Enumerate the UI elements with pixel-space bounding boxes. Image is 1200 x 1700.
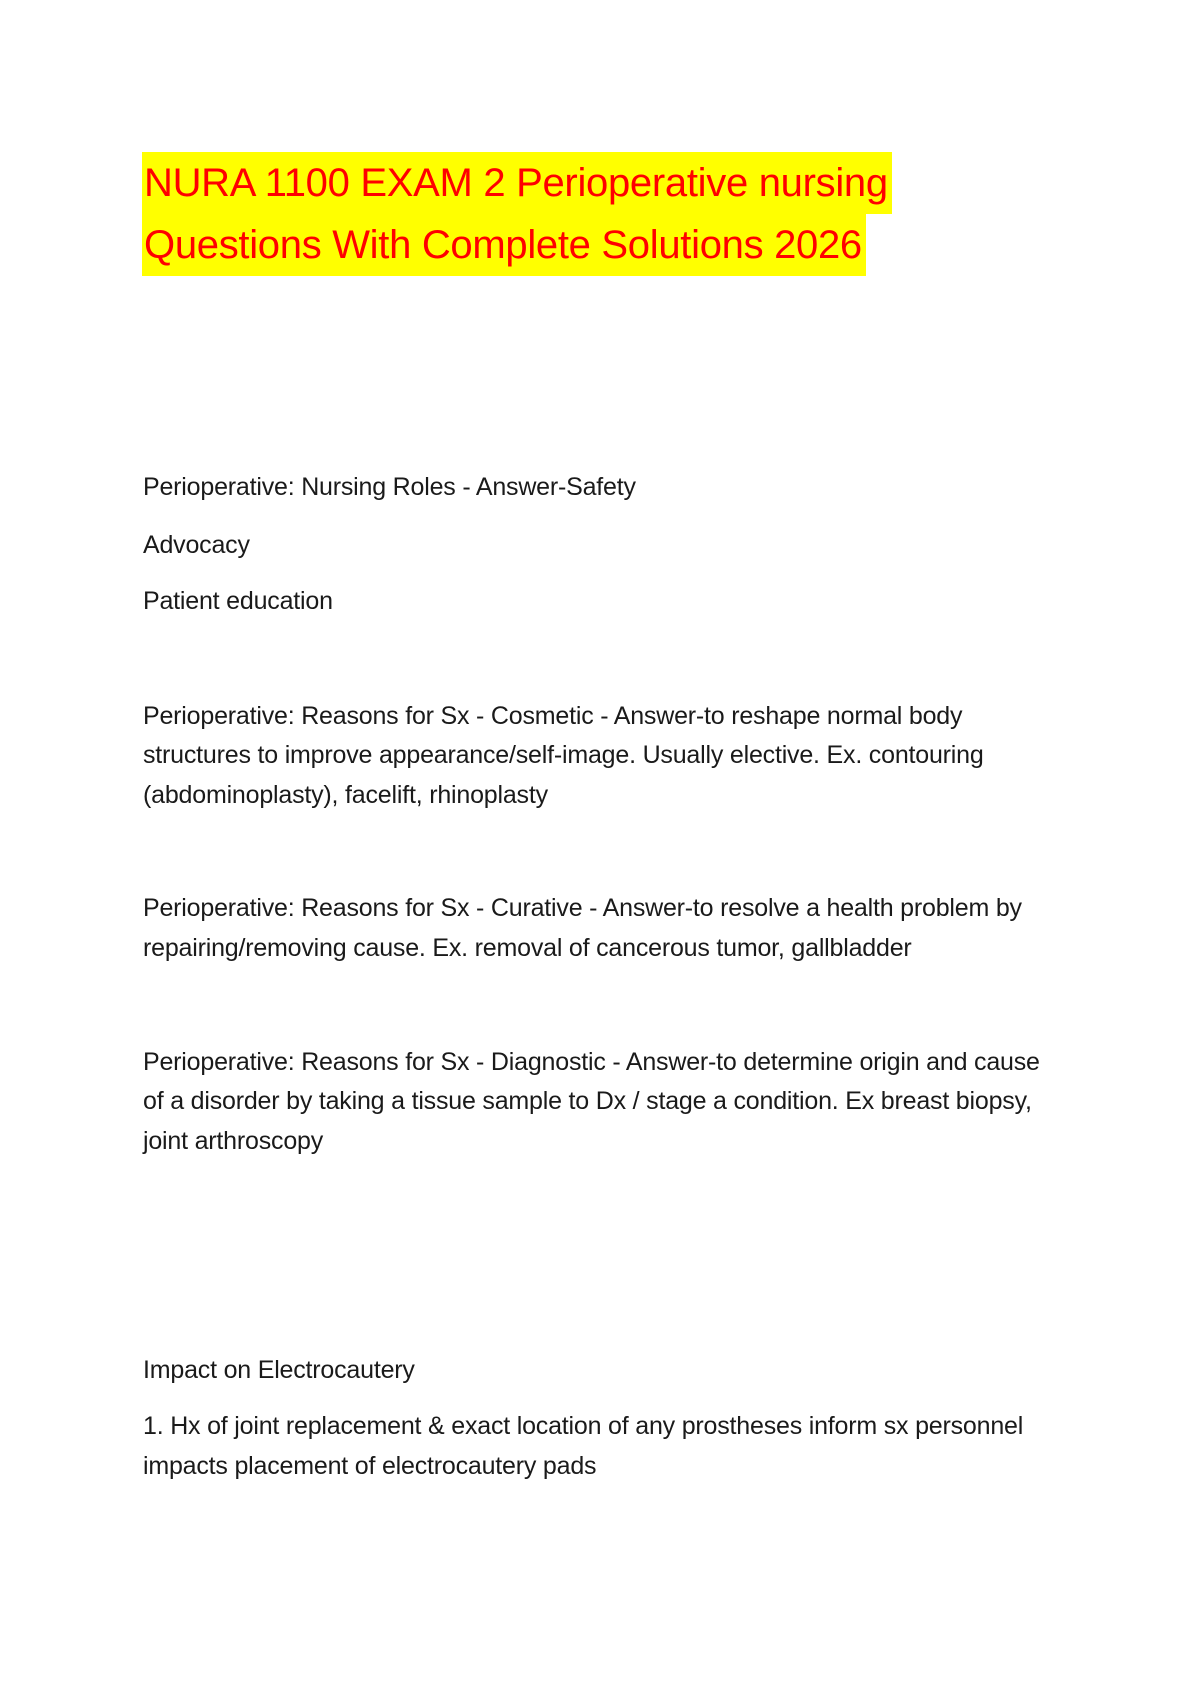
nursing-roles-advocacy: Advocacy	[143, 531, 250, 559]
nursing-roles-question: Perioperative: Nursing Roles - Answer-Safety	[143, 473, 636, 501]
electrocautery-line-2: impacts placement of electrocautery pads	[143, 1452, 597, 1480]
curative-line-1: Perioperative: Reasons for Sx - Curative - Answer-to resolve a health problem by	[143, 894, 1022, 922]
cosmetic-line-1: Perioperative: Reasons for Sx - Cosmetic - Answer-to reshape normal body	[143, 702, 963, 730]
electrocautery-line-1: 1. Hx of joint replacement & exact location of any prostheses inform sx personnel	[143, 1412, 1024, 1440]
cosmetic-line-3: (abdominoplasty), facelift, rhinoplasty	[143, 781, 548, 809]
cosmetic-line-2: structures to improve appearance/self-image. Usually elective. Ex. contouring	[143, 741, 984, 769]
diagnostic-line-1: Perioperative: Reasons for Sx - Diagnostic - Answer-to determine origin and cause	[143, 1048, 1040, 1076]
electrocautery-heading: Impact on Electrocautery	[143, 1356, 415, 1384]
diagnostic-line-3: joint arthroscopy	[143, 1127, 324, 1155]
document-title	[142, 152, 1042, 276]
curative-line-2: repairing/removing cause. Ex. removal of cancerous tumor, gallbladder	[143, 934, 912, 962]
diagnostic-line-2: of a disorder by taking a tissue sample to Dx / stage a condition. Ex breast biopsy,	[143, 1087, 1032, 1115]
title-line-1: NURA 1100 EXAM 2 Perioperative nursing	[142, 152, 892, 214]
nursing-roles-education: Patient education	[143, 587, 333, 615]
title-line-2: Questions With Complete Solutions 2026	[142, 214, 866, 276]
